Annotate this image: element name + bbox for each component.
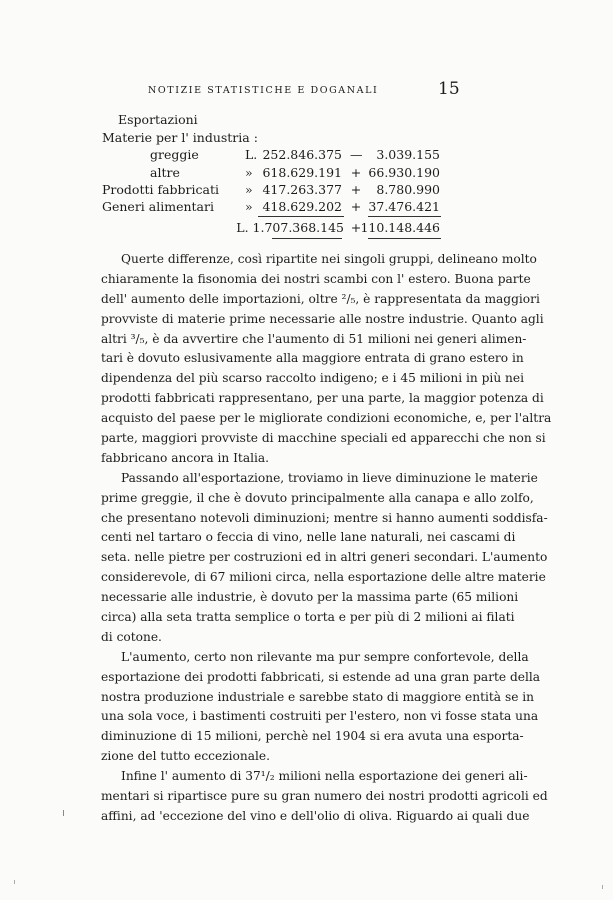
text-line: di cotone. xyxy=(101,629,162,644)
text-line: mentari si ripartisce pure su gran numero dei nostri prodotti agricoli ed xyxy=(101,789,548,804)
row-value: 417.263.377 xyxy=(262,182,342,197)
row-label: Generi alimentari xyxy=(102,199,214,214)
page-number: 15 xyxy=(438,79,460,99)
row-sign: — xyxy=(350,147,363,162)
table-total-row xyxy=(0,220,613,236)
row-value: 618.629.191 xyxy=(262,165,342,180)
row-currency: » xyxy=(245,165,253,180)
text-line: parte, maggiori provviste di macchine speciali ed apparecchi che non si xyxy=(101,431,546,446)
total-currency: L. xyxy=(236,220,249,235)
text-line: tari è dovuto eslusivamente alla maggiore entrata di grano estero in xyxy=(101,351,524,366)
text-line: dell' aumento delle importazioni, oltre ²/₅, è rappresentata da maggiori xyxy=(101,291,540,306)
running-title: NOTIZIE STATISTICHE E DOGANALI xyxy=(148,85,379,96)
row-currency: » xyxy=(245,199,253,214)
text-line: nostra produzione industriale e sarebbe stato di maggiore entità se in xyxy=(101,689,535,704)
text-line: seta. nelle pietre per costruzioni ed in altri generi secondari. L'aumento xyxy=(101,550,548,565)
total-change: 110.148.446 xyxy=(360,220,440,235)
text-line: circa) alla seta tratta semplice o torta e per più di 2 milioni ai filati xyxy=(101,610,515,625)
total-rule xyxy=(272,238,342,239)
text-line: chiaramente la fisonomia dei nostri scambi con l' estero. Buona parte xyxy=(101,271,531,286)
row-label: altre xyxy=(150,165,180,180)
row-sign: + xyxy=(350,182,362,197)
row-label: greggie xyxy=(150,147,199,162)
row-change: 8.780.990 xyxy=(376,182,440,197)
text-line: dipendenza del più scarso raccolto indigeno; e i 45 milioni in più nei xyxy=(101,371,525,386)
text-line: necessarie alle industrie, è dovuto per la massima parte (65 milioni xyxy=(101,590,519,605)
table-row xyxy=(0,199,613,215)
text-line: Infine l' aumento di 37¹/₂ milioni nella esportazione dei generi ali- xyxy=(121,769,528,784)
text-line: fabbricano ancora in Italia. xyxy=(101,450,270,465)
table-section-title-row xyxy=(0,112,613,128)
table-row xyxy=(0,147,613,163)
scan-speck xyxy=(63,810,64,816)
row-value: 418.629.202 xyxy=(262,199,342,214)
total-amount: 1.707.368.145 xyxy=(252,220,344,235)
row-change: 3.039.155 xyxy=(376,147,440,162)
text-line: affini, ad 'eccezione del vino e dell'olio di oliva. Riguardo ai quali due xyxy=(101,808,530,823)
row-currency: » xyxy=(245,182,253,197)
text-line: altri ³/₅, è da avvertire che l'aumento di 51 milioni nei generi alimen- xyxy=(101,331,527,346)
table-subgroup-row xyxy=(0,130,613,146)
subtotal-rule xyxy=(368,216,441,217)
table-row xyxy=(0,182,613,198)
subgroup-title: Materie per l' industria : xyxy=(102,130,258,145)
total-sign: + xyxy=(350,220,362,235)
row-sign: + xyxy=(350,165,362,180)
subtotal-rule xyxy=(258,216,344,217)
row-label: Prodotti fabbricati xyxy=(102,182,219,197)
scan-speck xyxy=(14,880,15,884)
body-text xyxy=(101,250,552,827)
row-change: 37.476.421 xyxy=(368,199,440,214)
text-line: prime greggie, il che è dovuto principalmente alla canapa e allo zolfo, xyxy=(101,490,534,505)
scan-speck xyxy=(602,885,603,889)
text-line: diminuzione di 15 milioni, perchè nel 1904 si era avuta una esporta- xyxy=(101,729,524,744)
table-row xyxy=(0,165,613,181)
total-rule xyxy=(368,238,441,239)
text-line: che presentano notevoli diminuzioni; mentre si hanno aumenti soddisfa- xyxy=(101,510,548,525)
row-change: 66.930.190 xyxy=(368,165,440,180)
text-line: esportazione dei prodotti fabbricati, si estende ad una gran parte della xyxy=(101,669,541,684)
row-sign: + xyxy=(350,199,362,214)
text-line: L'aumento, certo non rilevante ma pur sempre confortevole, della xyxy=(121,649,529,664)
text-line: Passando all'esportazione, troviamo in lieve diminuzione le materie xyxy=(121,470,538,485)
section-title: Esportazioni xyxy=(118,112,198,127)
text-line: zione del tutto eccezionale. xyxy=(101,749,270,764)
row-currency: L. xyxy=(245,147,258,162)
text-line: prodotti fabbricati rappresentano, per una parte, la maggior potenza di xyxy=(101,391,544,406)
row-value: 252.846.375 xyxy=(262,147,342,162)
text-line: provviste di materie prime necessarie alle nostre industrie. Quanto agli xyxy=(101,311,544,326)
text-line: una sola voce, i bastimenti costruiti per l'estero, non vi fosse stata una xyxy=(101,709,539,724)
text-line: acquisto del paese per le migliorate condizioni economiche, e, per l'altra xyxy=(101,411,552,426)
text-line: centi nel tartaro o feccia di vino, nelle lane naturali, nei cascami di xyxy=(101,530,516,545)
text-line: Querte differenze, così ripartite nei singoli gruppi, delineano molto xyxy=(121,252,537,266)
text-line: considerevole, di 67 milioni circa, nella esportazione delle altre materie xyxy=(101,570,546,585)
